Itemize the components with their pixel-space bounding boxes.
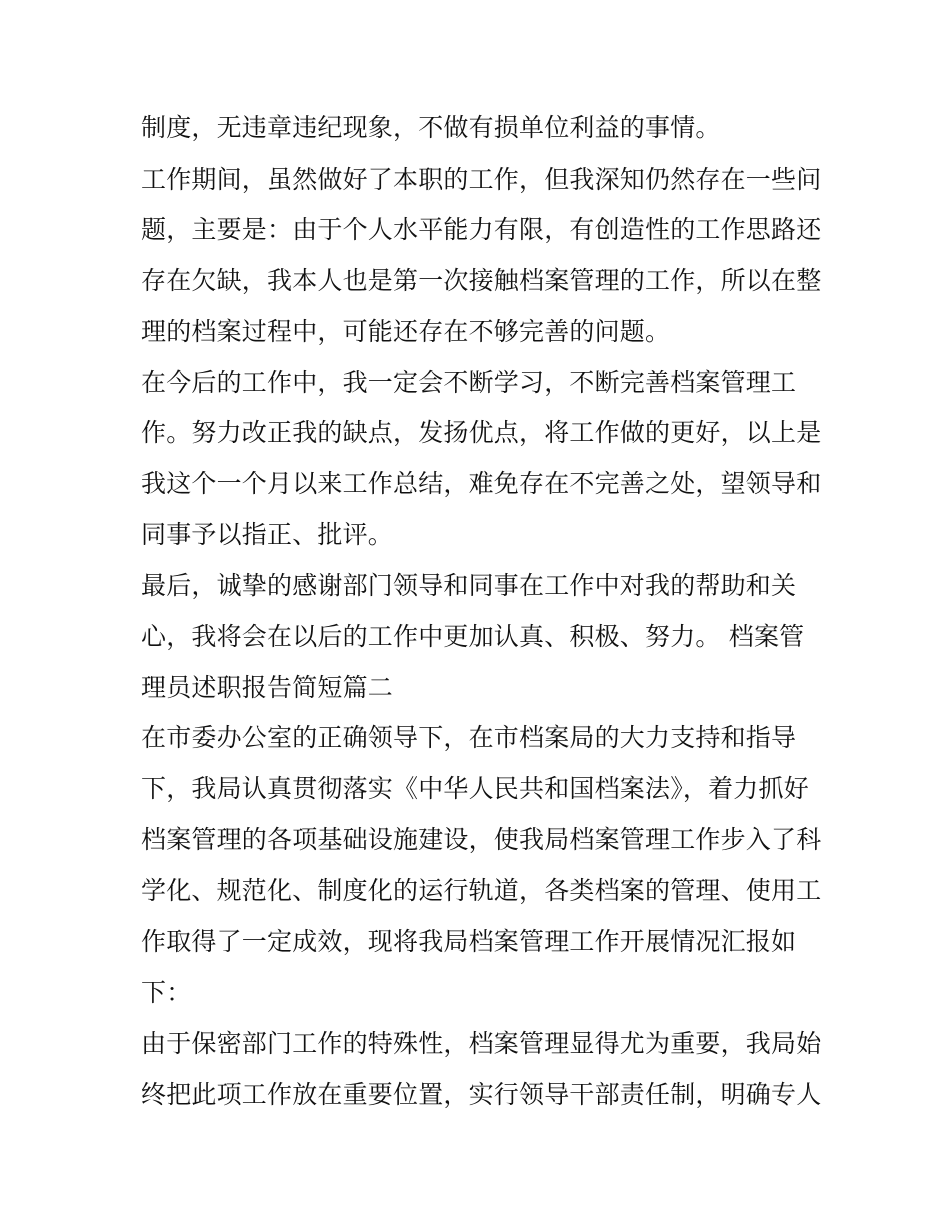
text-line: 心，我将会在以后的工作中更加认真、积极、努力。 档案管 bbox=[141, 622, 805, 651]
text-line: 作取得了一定成效，现将我局档案管理工作开展情况汇报如 bbox=[141, 927, 797, 956]
text-line: 理员述职报告简短篇二 bbox=[141, 673, 394, 702]
text-line: 制度，无违章违纪现象，不做有损单位利益的事情。 bbox=[141, 113, 721, 142]
text-line: 存在欠缺，我本人也是第一次接触档案管理的工作，所以在整 bbox=[141, 266, 822, 295]
text-line: 下： bbox=[141, 978, 192, 1007]
text-line: 在今后的工作中，我一定会不断学习，不断完善档案管理工 bbox=[141, 368, 797, 397]
text-line: 学化、规范化、制度化的运行轨道，各类档案的管理、使用工 bbox=[141, 876, 822, 905]
text-line: 同事予以指正、批评。 bbox=[141, 520, 394, 549]
text-line: 工作期间，虽然做好了本职的工作，但我深知仍然存在一些问 bbox=[141, 165, 822, 194]
text-line: 我这个一个月以来工作总结，难免存在不完善之处，望领导和 bbox=[141, 469, 822, 498]
text-line: 由于保密部门工作的特殊性，档案管理显得尤为重要，我局始 bbox=[141, 1029, 822, 1058]
text-line: 最后，诚挚的感谢部门领导和同事在工作中对我的帮助和关 bbox=[141, 571, 797, 600]
text-line: 在市委办公室的正确领导下，在市档案局的大力支持和指导 bbox=[141, 723, 797, 752]
text-line: 理的档案过程中，可能还存在不够完善的问题。 bbox=[141, 317, 671, 346]
text-line: 终把此项工作放在重要位置，实行领导干部责任制，明确专人 bbox=[141, 1080, 822, 1109]
text-line: 题，主要是：由于个人水平能力有限，有创造性的工作思路还 bbox=[141, 215, 822, 244]
text-line: 作。努力改正我的缺点，发扬优点，将工作做的更好，以上是 bbox=[141, 418, 822, 447]
text-line: 下，我局认真贯彻落实《中华人民共和国档案法》，着力抓好 bbox=[141, 774, 809, 803]
text-line: 档案管理的各项基础设施建设，使我局档案管理工作步入了科 bbox=[141, 825, 822, 854]
